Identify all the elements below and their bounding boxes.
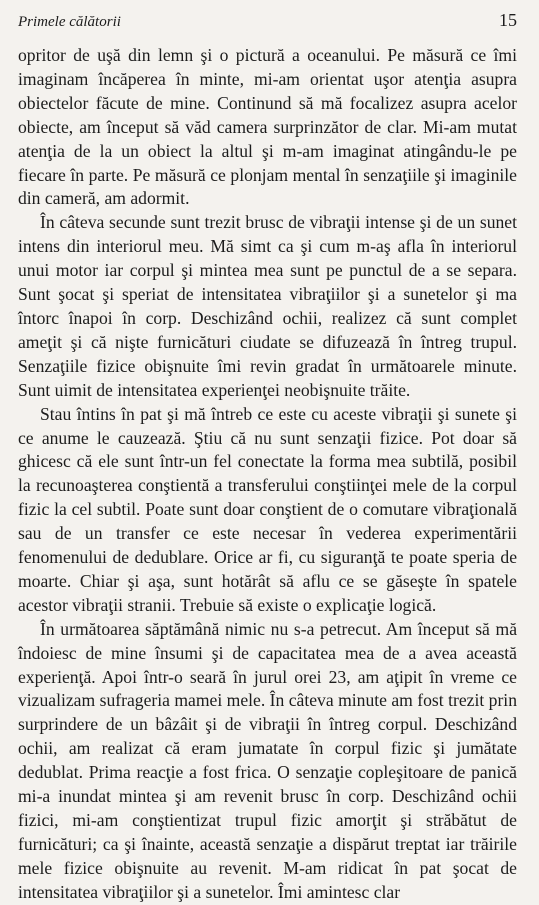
book-title: Primele călătorii: [18, 14, 121, 30]
page-number: 15: [499, 10, 517, 30]
paragraph-1: opritor de uşă din lemn şi o pictură a oceanului. Pe măsură ce îmi imaginam încăperea în minte, mi-am orientat uşor atenţia asupra obiectelor făcute de mine. Continund să mă focalizez asupra acelor obiecte, am început să văd camera surprinzător de clar. Mi-am mutat atenţia de la un obiect la altul şi m-am imaginat atingându-le pe fiecare în parte. Pe măsură ce plonjam mental în senzaţiile şi imaginile din cameră, am adormit.: [18, 45, 517, 209]
body-text: [18, 44, 517, 905]
paragraph-4: În următoarea săptămână nimic nu s-a petrecut. Am început să mă îndoiesc de mine însumi şi de capacitatea mea de a avea această experienţă. Apoi într-o seară în jurul orei 23, am aţipit în vreme ce vizualizam sufrageria mamei mele. În câteva minute am fost trezit prin surprindere de un bâzâit şi de vibraţii în întreg corpul. Deschizând ochii, am realizat că eram jumatate în corpul fizic şi jumătate dedublat. Prima reacţie a fost frica. O senzaţie copleşitoare de panică mi-a inundat mintea şi am revenit brusc în corp. Deschizând ochii fizici, mi-am conştientizat trupul fizic amorţit şi străbătut de furnicături; ca şi înainte, această senzaţie a dispărut treptat iar trăirile mele fizice obişnuite au revenit. M-am ridicat în pat şocat de intensitatea vibraţiilor şi a sunetelor. Îmi amintesc clar: [18, 618, 517, 902]
paragraph-3: Stau întins în pat şi mă întreb ce este cu aceste vibraţii şi sunete şi ce anume le cauzează. Ştiu că nu sunt senzaţii fizice. Pot doar să ghicesc că ele sunt într-un fel conectate la forma mea subtilă, posibil la recunoaşterea conştientă a transferului conştiinţei mele de la corpul fizic la cel subtil. Poate sunt doar conştient de o comutare vibraţională sau de un transfer ce este necesar în vederea experimentării fenomenului de dedublare. Orice ar fi, cu siguranţă te poate speria de moarte. Chiar şi aşa, sunt hotărât să aflu ce se găseşte în spatele acestor vibraţii stranii. Trebuie să existe o explicaţie logică.: [18, 403, 517, 615]
running-head: [18, 10, 517, 31]
paragraph-2: În câteva secunde sunt trezit brusc de vibraţii intense şi de un sunet intens din interiorul meu. Mă simt ca şi cum m-aş afla în interiorul unui motor iar corpul şi mintea mea sunt pe punctul de a se separa. Sunt şocat şi speriat de intensitatea vibraţiilor şi a sunetelor şi ma întorc înapoi în corp. Deschizând ochii, realizez că sunt complet ameţit şi că nişte furnicături ciudate se difuzează în întreg trupul. Senzaţiile fizice obişnuite îmi revin gradat în următoarele minute. Sunt uimit de intensitatea experienţei neobişnuite trăite.: [18, 212, 517, 400]
